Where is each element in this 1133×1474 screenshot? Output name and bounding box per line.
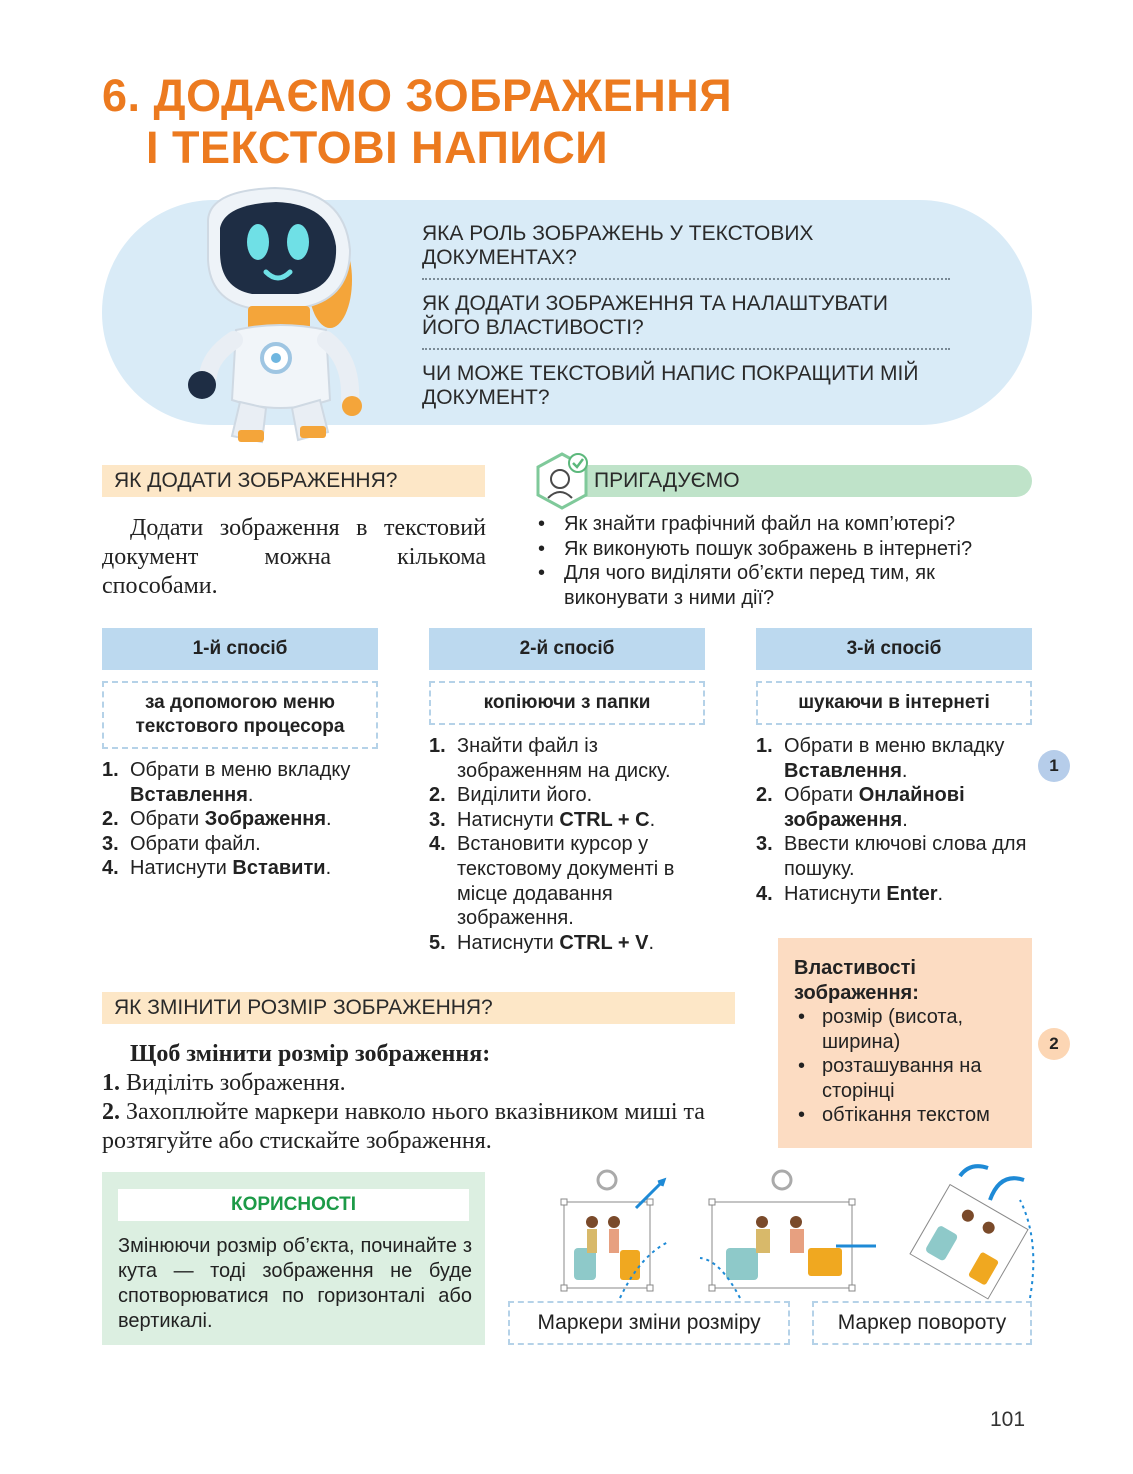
title-line-2: І ТЕКСТОВІ НАПИСИ bbox=[146, 122, 609, 173]
method-1-steps bbox=[102, 758, 392, 881]
list-item: • Як виконують пошук зображень в інтернеті? bbox=[536, 537, 1036, 562]
list-item: 3. Ввести ключові слова для пошуку. bbox=[756, 833, 1027, 880]
question-2: ЯК ДОДАТИ ЗОБРАЖЕННЯ ТА НАЛАШТУВАТИ ЙОГО ВЛАСТИВОСТІ? bbox=[422, 292, 950, 350]
image-frame-1 bbox=[561, 1171, 664, 1291]
method-1-subtitle: за допомогою меню текстового процесора bbox=[102, 681, 378, 749]
method-2-subtitle: копіюючи з папки bbox=[429, 681, 705, 725]
robot-illustration bbox=[180, 180, 380, 450]
tips-box bbox=[102, 1172, 485, 1345]
question-1: ЯКА РОЛЬ ЗОБРАЖЕНЬ У ТЕКСТОВИХ ДОКУМЕНТАХ? bbox=[422, 222, 950, 280]
badge-1: 1 bbox=[1038, 750, 1070, 782]
page-title bbox=[102, 70, 732, 174]
tips-text: Змінюючи розмір об’єкта, починайте з кута — тоді зображення не буде спотворюватися по горизонталі або вертикалі. bbox=[118, 1235, 472, 1332]
list-item: 2. Обрати Онлайнові зображення. bbox=[756, 784, 965, 831]
list-item: 1. Обрати в меню вкладку Вставлення. bbox=[756, 735, 1005, 782]
method-2-heading: 2-й спосіб bbox=[429, 628, 705, 670]
resize-step-1: 1. Виділіть зображення. bbox=[102, 1070, 346, 1096]
image-properties-box bbox=[778, 938, 1032, 1148]
rotate-marker-label: Маркер повороту bbox=[812, 1301, 1032, 1345]
list-item: 2. Виділити його. bbox=[429, 784, 593, 807]
image-frame-2 bbox=[709, 1171, 876, 1291]
properties-heading: Властивості зображення: bbox=[794, 957, 919, 1004]
method-2-steps bbox=[429, 734, 709, 955]
list-item: • Як знайти графічний файл на комп’ютері? bbox=[536, 512, 1036, 537]
recall-list bbox=[536, 512, 1036, 610]
method-3-heading: 3-й спосіб bbox=[756, 628, 1032, 670]
list-item: 4. Натиснути Вставити. bbox=[102, 857, 332, 880]
page-number: 101 bbox=[990, 1408, 1026, 1431]
properties-list bbox=[794, 1005, 1016, 1128]
list-item: 4. Натиснути Enter. bbox=[756, 882, 944, 905]
method-3-subtitle: шукаючи в інтернеті bbox=[756, 681, 1032, 725]
image-frame-3 bbox=[910, 1185, 1028, 1299]
list-item: 1. Обрати в меню вкладку Вставлення. bbox=[102, 759, 351, 806]
list-item: • обтікання текстом bbox=[794, 1103, 1016, 1128]
tips-heading: КОРИСНОСТІ bbox=[118, 1189, 469, 1221]
badge-2: 2 bbox=[1038, 1028, 1070, 1060]
section-heading-add-image: ЯК ДОДАТИ ЗОБРАЖЕННЯ? bbox=[102, 465, 485, 497]
section-heading-resize: ЯК ЗМІНИТИ РОЗМІР ЗОБРАЖЕННЯ? bbox=[102, 992, 735, 1024]
list-item: 1. Знайти файл із зображенням на диску. bbox=[429, 735, 671, 782]
key-questions bbox=[422, 222, 950, 418]
method-3-steps bbox=[756, 734, 1038, 906]
resize-step-2: 2. Захоплюйте маркери навколо нього вказівником миші та розтягуйте або стискайте зображення. bbox=[102, 1099, 705, 1154]
list-item: • розташування на сторінці bbox=[794, 1054, 1016, 1103]
question-3: ЧИ МОЖЕ ТЕКСТОВИЙ НАПИС ПОКРАЩИТИ МІЙ ДОКУМЕНТ? bbox=[422, 362, 919, 409]
list-item: 2. Обрати Зображення. bbox=[102, 808, 332, 831]
list-item: • розмір (висота, ширина) bbox=[794, 1005, 1016, 1054]
method-1-heading: 1-й спосіб bbox=[102, 628, 378, 670]
section-add-text: Додати зображення в текстовий документ можна кількома способами. bbox=[102, 515, 486, 599]
resize-markers-label: Маркери зміни розміру bbox=[508, 1301, 790, 1345]
list-item: 3. Натиснути CTRL + C. bbox=[429, 808, 656, 831]
list-item: • Для чого виділяти об’єкти перед тим, як виконувати з ними дії? bbox=[536, 561, 1036, 610]
recall-heading: ПРИГАДУЄМО bbox=[568, 465, 1032, 497]
list-item: 3. Обрати файл. bbox=[102, 832, 261, 855]
list-item: 5. Натиснути CTRL + V. bbox=[429, 931, 655, 954]
resize-rotate-illustration bbox=[540, 1160, 1040, 1300]
recall-icon bbox=[534, 452, 590, 510]
resize-lead: Щоб змінити розмір зображення: bbox=[130, 1041, 491, 1067]
title-line-1: 6. ДОДАЄМО ЗОБРАЖЕННЯ bbox=[102, 70, 733, 121]
list-item: 4. Встановити курсор у текстовому документі в місце додавання зображення. bbox=[429, 833, 675, 930]
